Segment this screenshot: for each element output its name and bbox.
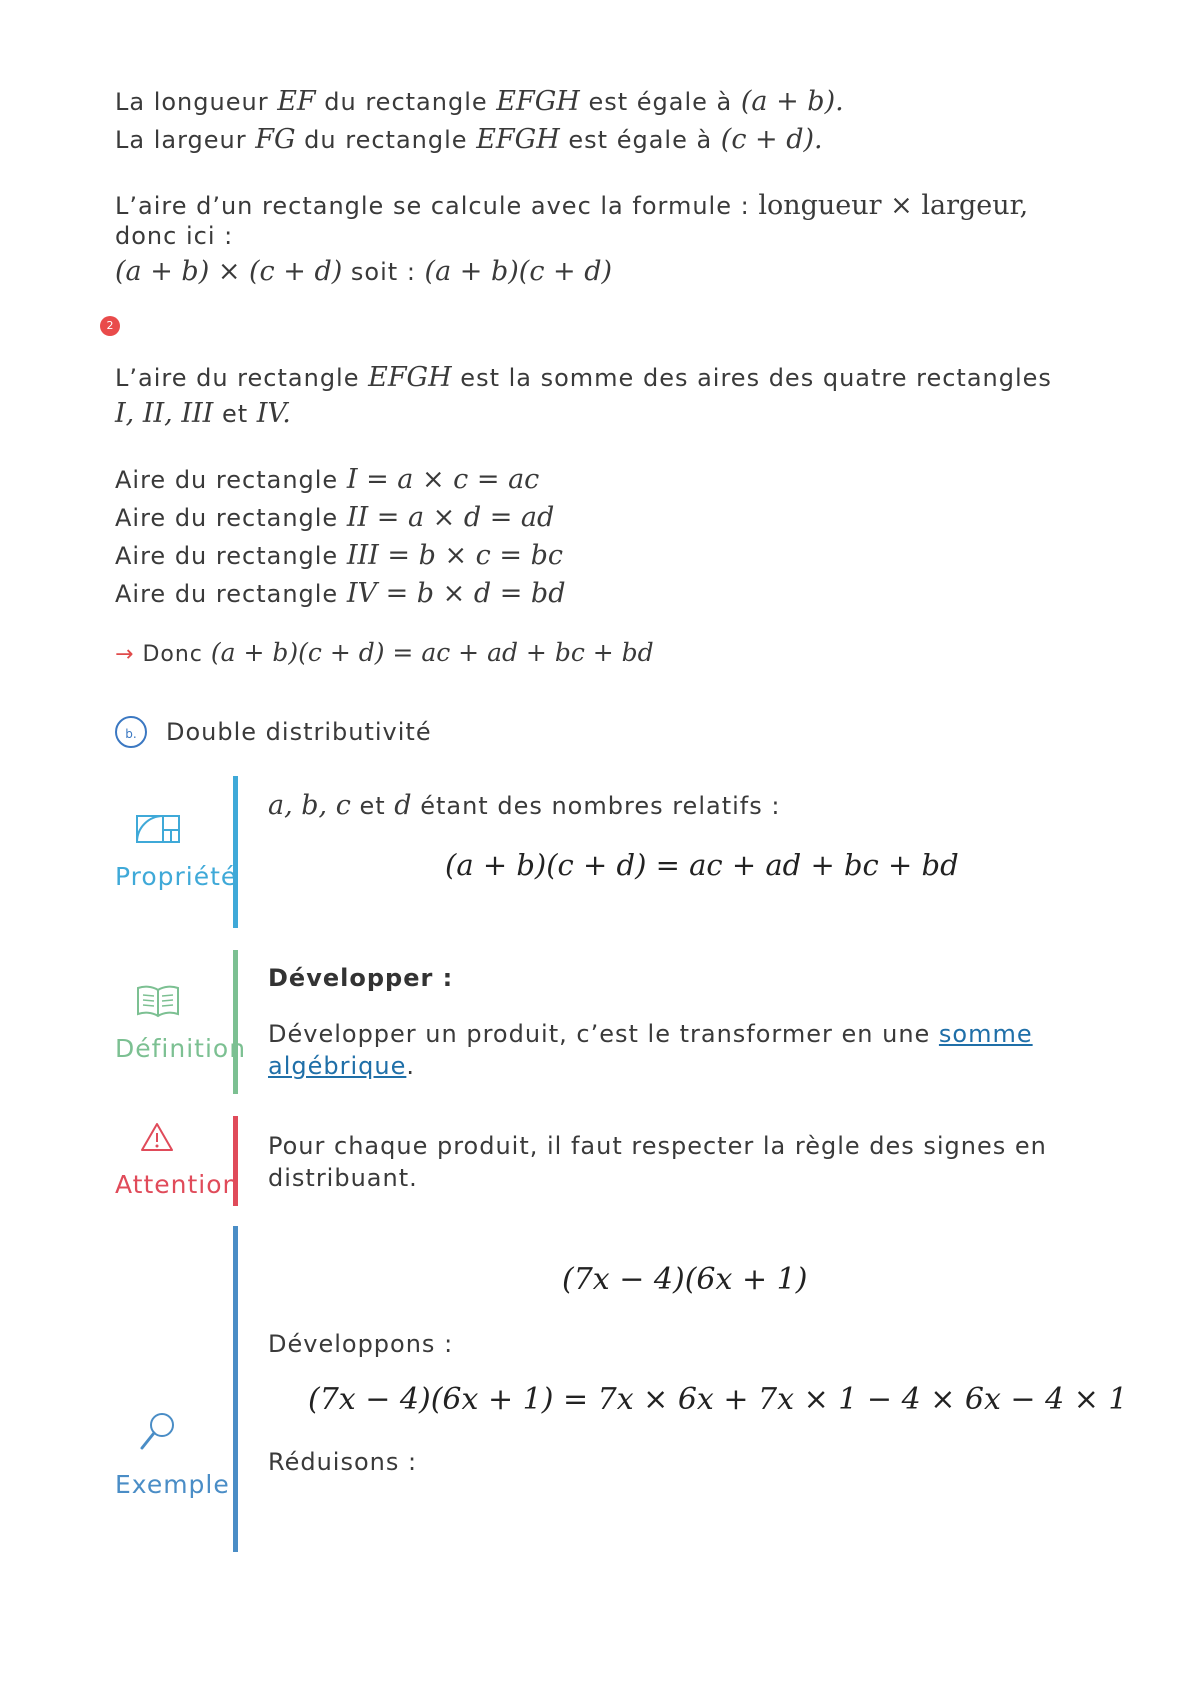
rect-area-4: Aire du rectangle IV = b × d = bd (115, 578, 566, 609)
exemple-develop-label: Développons : (268, 1330, 454, 1358)
definition-bar (233, 950, 238, 1094)
area-formula-line-1: L’aire d’un rectangle se calcule avec la formule : longueur × largeur, (115, 190, 1029, 221)
sum-areas-line-1: L’aire du rectangle EFGH est la somme des aires des quatre rectangles (115, 362, 1052, 393)
step-badge: 2 (100, 316, 120, 336)
propriete-bar (233, 776, 238, 928)
definition-title: Développer : (268, 964, 454, 992)
conclusion-line: → Donc (a + b)(c + d) = ac + ad + bc + bd (115, 638, 654, 667)
exemple-bar (233, 1226, 238, 1552)
arrow-right-icon: → (115, 642, 135, 667)
area-formula-line-2: donc ici : (115, 222, 234, 250)
rect-area-2: Aire du rectangle II = a × d = ad (115, 502, 555, 533)
golden-rectangle-icon (136, 814, 180, 844)
section-title: Double distributivité (166, 718, 432, 746)
intro-line-1: La longueur EF du rectangle EFGH est égale à (a + b). (115, 86, 844, 117)
magnifier-icon (138, 1410, 178, 1452)
section-marker: b. (115, 716, 147, 748)
attention-label: Attention (115, 1170, 240, 1199)
definition-text-line-2: algébrique. (268, 1052, 415, 1080)
sum-areas-line-2: I, II, III et IV. (115, 398, 291, 429)
definition-label: Définition (115, 1034, 247, 1063)
attention-line-2: distribuant. (268, 1164, 418, 1192)
somme-algebrique-link[interactable]: somme (938, 1020, 1033, 1048)
propriete-formula: (a + b)(c + d) = ac + ad + bc + bd (445, 848, 959, 882)
exemple-develop-formula: (7x − 4)(6x + 1) = 7x × 6x + 7x × 1 − 4 × 6x − 4 × 1 (308, 1382, 1128, 1417)
exemple-reduce-label: Réduisons : (268, 1448, 418, 1476)
rect-area-3: Aire du rectangle III = b × c = bc (115, 540, 563, 571)
somme-algebrique-link-cont[interactable]: algébrique (268, 1052, 407, 1080)
propriete-intro: a, b, c et d étant des nombres relatifs : (268, 790, 781, 821)
rect-area-1: Aire du rectangle I = a × c = ac (115, 464, 540, 495)
attention-line-1: Pour chaque produit, il faut respecter la règle des signes en (268, 1132, 1047, 1160)
warning-triangle-icon (140, 1122, 174, 1152)
exemple-label: Exemple (115, 1470, 230, 1499)
area-formula-line-3: (a + b) × (c + d) soit : (a + b)(c + d) (115, 256, 613, 287)
open-book-icon (136, 984, 180, 1018)
definition-text-line-1: Développer un produit, c’est le transformer en une somme (268, 1020, 1033, 1048)
exemple-expression: (7x − 4)(6x + 1) (562, 1262, 808, 1297)
propriete-label: Propriété (115, 862, 238, 891)
intro-line-2: La largeur FG du rectangle EFGH est égale à (c + d). (115, 124, 823, 155)
